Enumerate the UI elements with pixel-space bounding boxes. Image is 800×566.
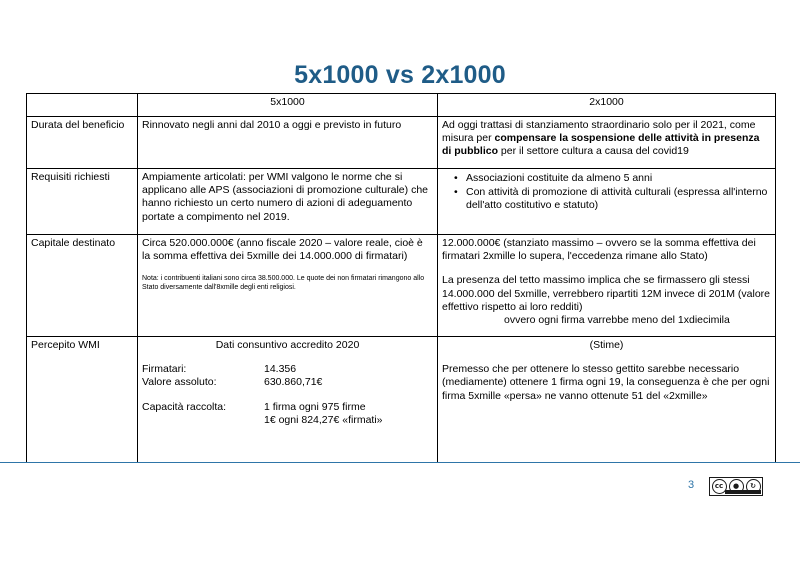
text-post: per il settore cultura a causa del covid19 (498, 145, 689, 158)
row-label-requisiti: Requisiti richiesti (27, 169, 138, 235)
table-row (27, 235, 776, 337)
footer-divider (0, 462, 800, 463)
stat-value-line-1: 1 firma ogni 975 firme (264, 400, 366, 413)
cc-by-icon: ● (729, 479, 744, 494)
cell-paragraph-2: La presenza del tetto massimo implica che se firmassero gli stessi 14.000.000 del 5xmille, verrebbero ripartiti 12M invece di 201M (valore effettivo rispetto ai loro redditi) (442, 274, 771, 313)
column-header-2x1000: 2x1000 (438, 94, 776, 117)
stat-value: 14.356 (264, 363, 297, 376)
stat-value: 630.860,71€ (264, 376, 323, 389)
stat-label: Valore assoluto: (142, 376, 217, 389)
cell-durata-2x1000 (438, 117, 776, 169)
table-row (27, 117, 776, 169)
table-body (27, 117, 776, 463)
creative-commons-by-sa-badge (709, 477, 763, 496)
cell-capitale-2x1000 (438, 235, 776, 337)
spacer (442, 263, 771, 274)
cell-paragraph-1: 12.000.000€ (stanziato massimo – ovvero se la somma effettiva dei firmatari 2xmille lo supera, l'eccedenza rimane allo Stato) (442, 237, 756, 263)
row-label-capitale: Capitale destinato (27, 235, 138, 337)
spacer (442, 352, 771, 363)
cell-heading: (Stime) (589, 339, 624, 351)
comparison-table (26, 93, 776, 463)
bullet-list (442, 172, 771, 213)
stat-value-line-2: 1€ ogni 824,27€ «firmati» (264, 413, 383, 426)
cell-percepito-5x1000 (138, 337, 438, 463)
cell-requisiti-5x1000 (138, 169, 438, 235)
table-header (27, 94, 776, 117)
spacer (142, 390, 433, 401)
row-label-durata: Durata del beneficio (27, 117, 138, 169)
cell-text: Circa 520.000.000€ (anno fiscale 2020 – valore reale, cioè è la somma effettiva dei 5xmille dei 14.000.000 di firmatari) (142, 237, 423, 263)
stat-row-capacity (142, 401, 433, 427)
cell-text: Rinnovato negli anni dal 2010 a oggi e previsto in futuro (142, 119, 402, 131)
stat-label: Firmatari: (142, 363, 187, 376)
text-emphasis: compensare la sospensione delle attività in presenza di pubblico (442, 132, 760, 158)
cc-icon: cc (712, 479, 727, 494)
cell-capitale-5x1000 (138, 235, 438, 337)
table-header-row (27, 94, 776, 117)
stat-row (142, 376, 433, 389)
column-header-5x1000: 5x1000 (138, 94, 438, 117)
cell-requisiti-2x1000 (438, 169, 776, 235)
cell-percepito-2x1000 (438, 337, 776, 463)
stat-row (142, 363, 433, 376)
cell-text: Premesso che per ottenere lo stesso gettito sarebbe necessario (mediamente) ottenere 1 firma ogni 19, la conseguenza è che per ogni firma 5xmille «persa» ne vanno ottenute 51 del «2xmille» (442, 363, 770, 402)
spacer (142, 352, 433, 363)
cell-text: Ampiamente articolati: per WMI valgono le norme che si applicano alle APS (associazioni di promozione culturale) che hanno richiesto un certo numero di azioni di adeguamento portate a compimento nel 2019. (142, 171, 428, 223)
table-row (27, 169, 776, 235)
stat-label: Capacità raccolta: (142, 400, 227, 413)
cell-note: Nota: i contribuenti italiani sono circa 38.500.000. Le quote dei non firmatari rimangono allo Stato diversamente dall'8xmille degli enti religiosi. (142, 275, 425, 292)
table-row (27, 337, 776, 463)
cell-durata-5x1000 (138, 117, 438, 169)
cc-sa-icon: ↻ (746, 479, 761, 494)
column-header-label (27, 94, 138, 117)
list-item: • Associazioni costituite da almeno 5 anni (456, 172, 771, 185)
cell-heading: Dati consuntivo accredito 2020 (215, 339, 360, 351)
spacer (142, 263, 433, 274)
cell-text (442, 119, 771, 159)
row-label-percepito: Percepito WMI (27, 337, 138, 463)
badge-bar (725, 490, 761, 494)
page-number: 3 (687, 479, 695, 491)
text-pre: Ad oggi trattasi di stanziamento straordinario solo per il 2021, come misura per (442, 119, 756, 145)
cell-paragraph-3: ovvero ogni firma varrebbe meno del 1xdiecimila (504, 314, 730, 327)
list-item: • Con attività di promozione di attività culturali (espressa all'interno dell'atto costitutivo e statuto) (456, 186, 771, 212)
stat-value-group (264, 401, 433, 427)
page-title: 5x1000 vs 2x1000 (294, 61, 506, 89)
